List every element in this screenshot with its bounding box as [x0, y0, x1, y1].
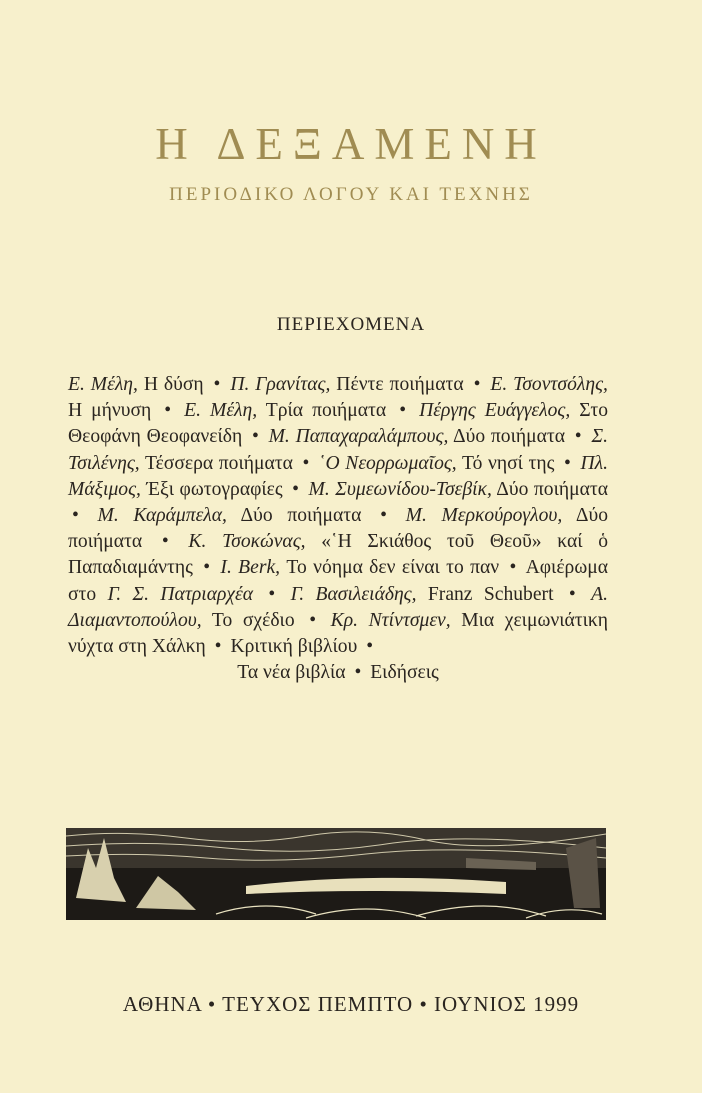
entry-title: Πέντε ποιήματα — [330, 374, 464, 395]
entry-title: Δύο ποιήματα — [491, 478, 609, 500]
landscape-engraving — [66, 828, 606, 920]
entry-author: Ε. Μέλη, — [68, 374, 138, 395]
contents-entry — [98, 505, 362, 526]
entry-title: Τρία ποιήματα — [257, 400, 387, 422]
entry-author: Μ. Παπαχαραλάμπους, — [268, 426, 449, 448]
entry-separator: • — [203, 557, 211, 579]
contents-entry — [291, 584, 554, 605]
contents-entry — [184, 400, 386, 421]
entry-title: Έξι φωτογραφίες — [140, 478, 283, 500]
entry-title: Η μήνυση — [68, 400, 152, 422]
entry-separator: • — [161, 531, 169, 553]
entry-author: Μ. Μερκούρογλου, — [405, 505, 563, 527]
entry-title: Δύο ποιήματα — [68, 505, 608, 553]
entry-separator: • — [473, 374, 481, 395]
entry-title: Κριτική βιβλίου — [230, 636, 358, 658]
entry-separator: • — [354, 662, 362, 684]
contents-entry — [108, 584, 253, 605]
entry-separator: • — [164, 400, 172, 422]
entry-separator: • — [509, 557, 517, 579]
entry-author: Μ. Καράμπελα, — [97, 505, 227, 527]
entry-author: Κ. Τσοκώνας, — [188, 531, 306, 553]
magazine-title: Η ΔΕΞΑΜΕΝΗ — [155, 119, 547, 169]
entry-title: Το νόημα δεν είναι το παν — [280, 557, 500, 579]
entry-separator: • — [574, 426, 582, 448]
entry-separator: • — [366, 636, 374, 658]
entry-title: Δύο ποιήματα — [448, 426, 566, 448]
entry-separator: • — [399, 400, 407, 422]
entry-author: Σ. Τσιλένης, — [68, 426, 608, 474]
entry-author: Ε. Μέλη, — [184, 400, 258, 422]
entry-title: Το σχέδιο — [201, 609, 295, 631]
entry-author: Μ. Συμεωνίδου-Τσεβίκ, — [308, 478, 492, 500]
entry-author: Π. Γρανίτας, — [230, 374, 331, 395]
magazine-subtitle: ΠΕΡΙΟΔΙΚΟ ΛΟΓΟΥ ΚΑΙ ΤΕΧΝΗΣ — [169, 184, 533, 205]
entry-title: Στο Θεοφάνη Θεοφανείδη — [68, 400, 608, 448]
entry-author: Κρ. Ντίντσμεν, — [330, 609, 451, 631]
entry-title: «῾Η Σκιάθος τοῦ Θεοῦ» καί ὁ Παπαδιαμάντης — [68, 531, 609, 579]
contents-entry — [230, 374, 463, 395]
contents-entry — [237, 662, 345, 683]
contents-entry — [370, 662, 439, 683]
entry-separator: • — [213, 374, 221, 395]
entry-title: Τέσσερα ποιήματα — [139, 452, 293, 474]
contents-entry — [68, 374, 204, 395]
entry-separator: • — [568, 583, 576, 605]
entry-title: Δύο ποιήματα — [226, 505, 362, 527]
contents-last-line — [68, 660, 608, 686]
contents-entry — [309, 479, 608, 500]
contents-entry — [319, 453, 554, 474]
entry-separator: • — [309, 609, 317, 631]
entry-author: Γ. Σ. Πατριαρχέα — [107, 583, 254, 605]
entry-author: Γ. Βασιλειάδης, — [290, 583, 417, 605]
entry-separator: • — [380, 505, 387, 527]
entry-title: Ειδήσεις — [370, 662, 439, 684]
entry-separator: • — [214, 636, 222, 658]
entry-separator: • — [251, 426, 259, 448]
entry-separator: • — [72, 505, 79, 527]
entry-author: ῾Ο Νεορρωμαῖος, — [319, 452, 457, 474]
contents-entry — [269, 426, 565, 447]
contents-heading: ΠΕΡΙΕΧΟΜΕΝΑ — [276, 314, 426, 335]
entry-author: Πλ. Μάξιμος, — [68, 452, 609, 500]
table-of-contents — [68, 372, 608, 686]
issue-footer: ΑΘΗΝΑ • ΤΕΥΧΟΣ ΠΕΜΠΤΟ • ΙΟΥΝΙΟΣ 1999 — [122, 992, 580, 1016]
entry-separator: • — [302, 452, 310, 474]
entry-author: I. Berk, — [220, 557, 281, 579]
entry-separator: • — [292, 478, 300, 500]
entry-title: Η δύση — [137, 374, 204, 395]
entry-separator: • — [268, 583, 276, 605]
entry-author: Ε. Τσοντσόλης, — [490, 374, 608, 395]
entry-separator: • — [564, 452, 571, 474]
contents-entry — [230, 636, 357, 657]
entry-title: Franz Schubert — [416, 583, 554, 605]
contents-entry — [220, 557, 499, 578]
entry-author: Α. Διαμαντοπούλου, — [68, 583, 609, 631]
entry-title: Τα νέα βιβλία — [237, 662, 346, 684]
entry-title: Τό νησί της — [456, 452, 555, 474]
entry-title: Μια χειμωνιάτικη νύχτα στη Χάλκη — [68, 609, 609, 658]
entry-author: Πέργης Ευάγγελος, — [419, 400, 571, 422]
entry-title: Αφιέρωμα στο — [68, 557, 608, 605]
